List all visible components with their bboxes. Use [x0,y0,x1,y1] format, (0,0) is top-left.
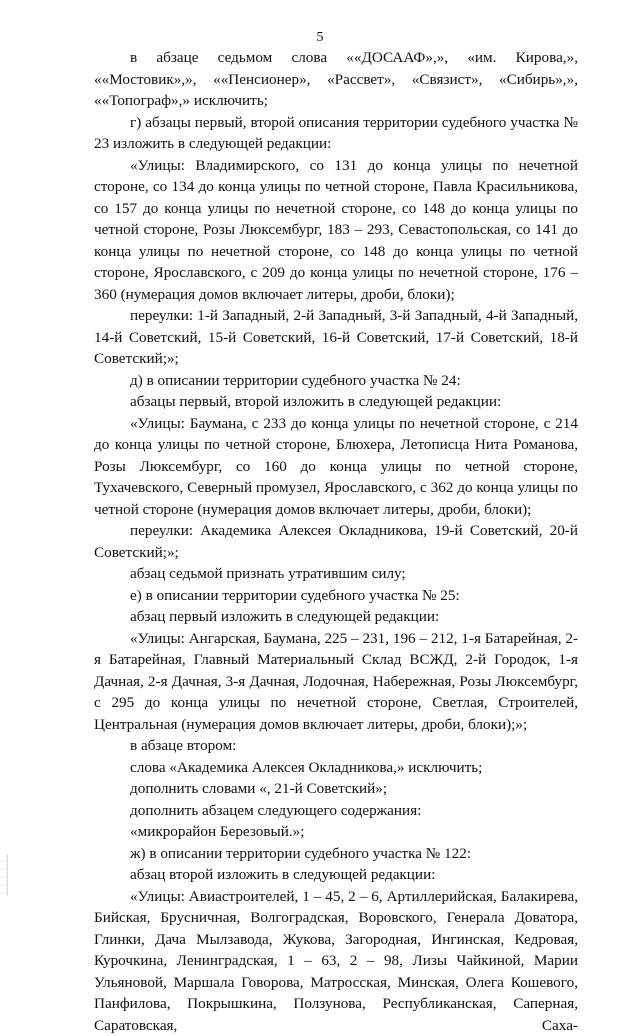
paragraph: дополнить абзацем следующего содержания: [94,800,578,822]
paragraph: абзацы первый, второй изложить в следующей редакции: [94,391,578,413]
paragraph: «Улицы: Баумана, с 233 до конца улицы по нечетной стороне, с 214 до конца улицы по четной стороне, Блюхера, Летописца Нита Романова, Розы Люксембург, со 160 до конца улицы по четной стороне, Тухачевского, Северный промузел, Ярославского, с 362 до конца улицы по четной стороне (нумерация домов включает литеры, дроби, блоки); [94,413,578,521]
document-body [94,47,578,1036]
paragraph: абзац второй изложить в следующей редакции: [94,864,578,886]
paragraph: е) в описании территории судебного участка № 25: [94,585,578,607]
paragraph: «Улицы: Ангарская, Баумана, 225 – 231, 196 – 212, 1-я Батарейная, 2-я Батарейная, Главный Материальный Склад ВСЖД, 2-й Городок, 1-я Дачная, 2-я Дачная, 3-я Дачная, Лодочная, Набережная, Розы Люксембург, с 295 до конца улицы по нечетной стороне, Светлая, Строителей, Центральная (нумерация домов включает литеры, дроби, блоки);»; [94,628,578,736]
paragraph: в абзаце седьмом слова ««ДОСААФ»,», «им. Кирова,», ««Мостовик»,», ««Пенсионер», «Рассвет», «Связист», «Сибирь»,», ««Топограф»,» исключить; [94,47,578,112]
paragraph: переулки: 1-й Западный, 2-й Западный, 3-й Западный, 4-й Западный, 14-й Советский, 15-й Советский, 16-й Советский, 17-й Советский, 18-й Советский;»; [94,305,578,370]
paragraph: слова «Академика Алексея Окладникова,» исключить; [94,757,578,779]
paragraph: переулки: Академика Алексея Окладникова, 19-й Советский, 20-й Советский;»; [94,520,578,563]
paragraph: абзац седьмой признать утратившим силу; [94,563,578,585]
paragraph: д) в описании территории судебного участка № 24: [94,370,578,392]
scan-edge-artifact [7,855,10,895]
paragraph: «Улицы: Авиастроителей, 1 – 45, 2 – 6, Артиллерийская, Балакирева, Бийская, Брусничная, Волгоградская, Воровского, Генерала Доватора, Глинки, Дача Мылзавода, Жукова, Загородная, Ингинская, Кедровая, Курочкина, Ленинградская, 1 – 63, 2 – 98, Лизы Чайкиной, Марии Ульяновой, Маршала Говорова, Матросская, Минская, Олега Кошевого, Панфилова, Покрышкина, Ползунова, Республиканская, Саперная, Саратовская, Саха- [94,886,578,1036]
paragraph: «микрорайон Березовый.»; [94,821,578,843]
paragraph: абзац первый изложить в следующей редакции: [94,606,578,628]
paragraph: г) абзацы первый, второй описания территории судебного участка № 23 изложить в следующей редакции: [94,112,578,155]
paragraph: «Улицы: Владимирского, со 131 до конца улицы по нечетной стороне, со 134 до конца улицы по четной стороне, Павла Красильникова, со 157 до конца улицы по нечетной стороне, со 148 до конца улицы по четной стороне, Розы Люксембург, 183 – 293, Севастопольская, со 141 до конца улицы по нечетной стороне, со 148 до конца улицы по четной стороне, Ярославского, с 209 до конца улицы по нечетной стороне, 176 – 360 (нумерация домов включает литеры, дроби, блоки); [94,155,578,306]
page-number: 5 [0,30,640,46]
paragraph: в абзаце втором: [94,735,578,757]
paragraph: дополнить словами «, 21-й Советский»; [94,778,578,800]
paragraph: ж) в описании территории судебного участка № 122: [94,843,578,865]
